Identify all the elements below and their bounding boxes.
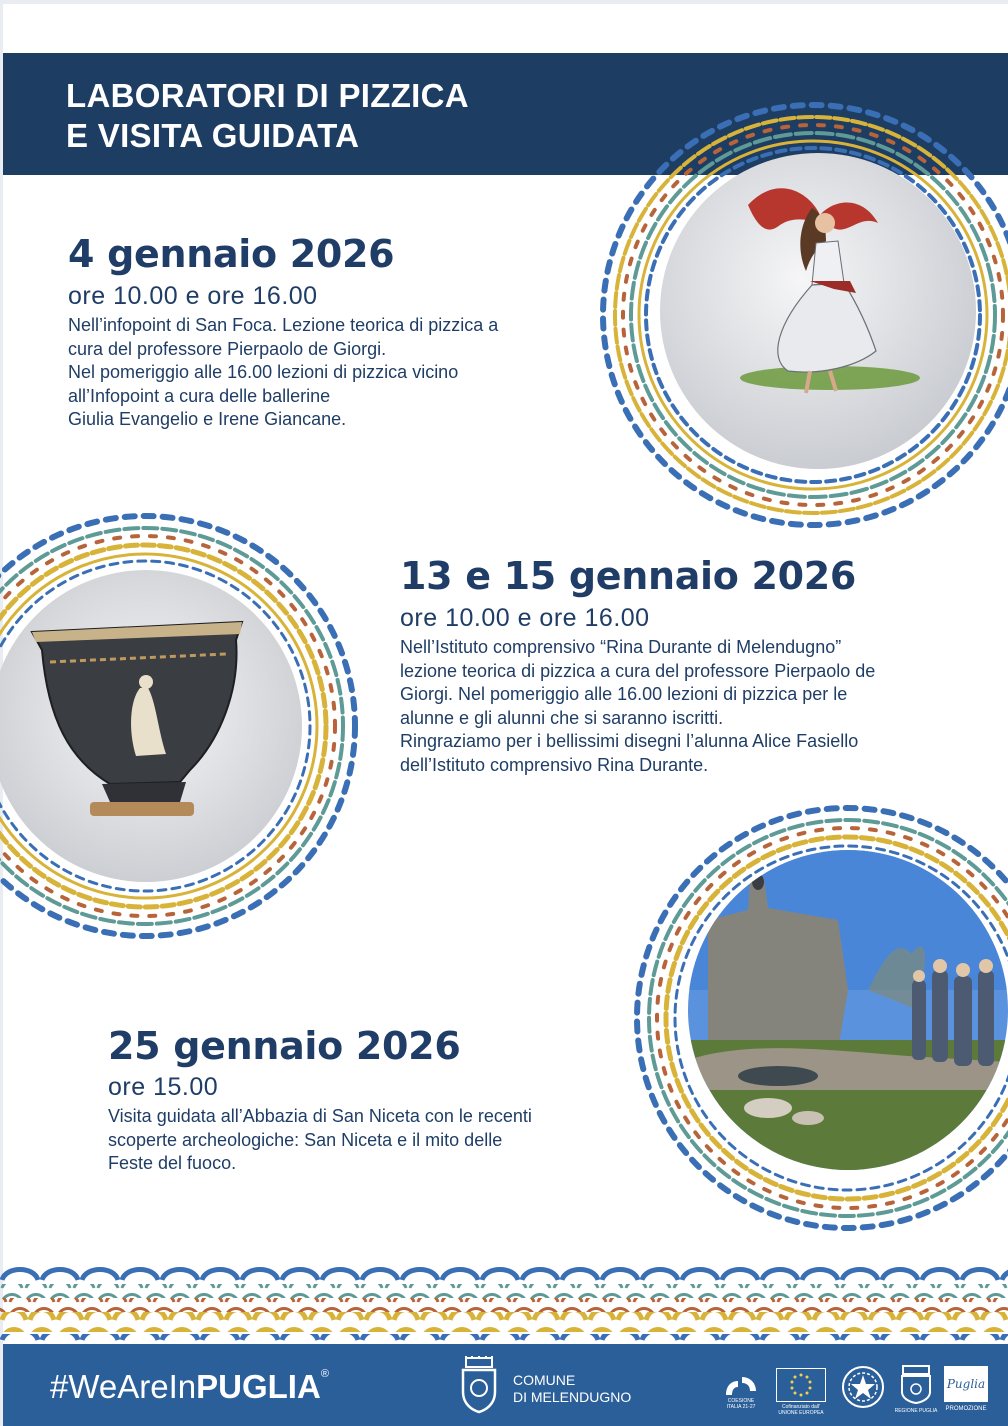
event-description-1: Nell’infopoint di San Foca. Lezione teorica di pizzica a cura del professore Pierpaolo de Giorgi. Nel pomeriggio alle 16.00 lezioni di pizzica vicino all’Infopoint a cura delle ballerine Giulia Evangelio e Irene Giancane. xyxy=(68,315,499,429)
regione-puglia-caption: REGIONE PUGLIA xyxy=(894,1408,938,1414)
eu-flag-caption: Cofinanziato dall' UNIONE EUROPEA xyxy=(778,1404,824,1416)
pugliapromozione-logo xyxy=(944,1366,988,1402)
coesione-italia-caption: COESIONE ITALIA 21-27 xyxy=(726,1398,756,1410)
comune-label: COMUNE DI MELENDUGNO xyxy=(513,1372,632,1405)
page-top-edge xyxy=(0,0,1008,4)
event-description-2: Nell’Istituto comprensivo “Rina Durante di Melendugno” lezione teorica di pizzica a cura del professore Pierpaolo de Giorgi. Nel pomeriggio alle 16.00 lezioni di pizzica per le alunne e gli alunni che si saranno iscritti. Ringraziamo per i bellissimi disegni l’alunna Alice Fasiello dell’Istituto comprensivo Rina Durante. xyxy=(400,637,876,775)
vase-illustration xyxy=(0,570,302,882)
page-title: LABORATORI DI PIZZICA E VISITA GUIDATA xyxy=(66,77,469,154)
dancer-illustration xyxy=(660,153,976,469)
event-description-3: Visita guidata all’Abbazia di San Niceta con le recenti scoperte archeologiche: San Niceta e il mito delle Feste del fuoco. xyxy=(108,1106,532,1173)
event-time-2: ore 10.00 e ore 16.00 xyxy=(400,604,650,632)
pugliapromozione-brand-text: Puglia xyxy=(946,1377,986,1391)
hashtag-emphasis: PUGLIA xyxy=(196,1368,321,1405)
italian-republic-emblem xyxy=(840,1364,886,1410)
eu-flag-logo xyxy=(776,1368,826,1402)
event-date-2: 13 e 15 gennaio 2026 xyxy=(400,554,857,598)
pugliapromozione-caption: PROMOZIONE xyxy=(945,1406,987,1412)
decorative-border-bottom xyxy=(0,1262,1008,1346)
registered-mark: ® xyxy=(320,1368,329,1380)
regione-puglia-logo xyxy=(896,1364,936,1404)
event-time-1: ore 10.00 e ore 16.00 xyxy=(68,282,318,310)
event-date-3: 25 gennaio 2026 xyxy=(108,1024,461,1068)
hashtag-prefix: #WeAreIn xyxy=(50,1368,197,1405)
event-time-3: ore 15.00 xyxy=(108,1073,219,1101)
event-date-1: 4 gennaio 2026 xyxy=(68,232,395,276)
abbey-photo xyxy=(688,850,1008,1170)
wearein-puglia-logo xyxy=(50,1368,329,1406)
comune-crest-icon xyxy=(458,1356,500,1414)
